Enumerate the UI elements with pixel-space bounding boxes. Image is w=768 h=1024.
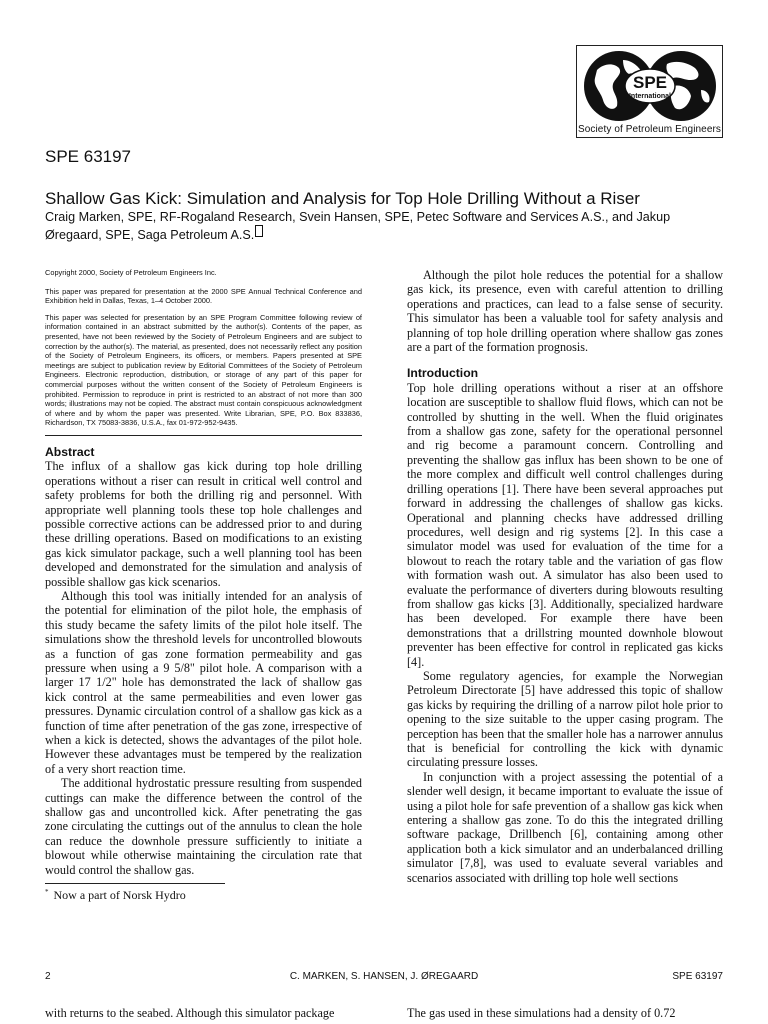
intro-paragraph: Some regulatory agencies, for example the Norwegian Petroleum Directorate [5] have addressed this topic of shallow gas kicks by requiring the drilling of a narrow pilot hole prior to opening to the size suitable to the upper casing program. The perception has been that the smaller hole has a narrower annulus that is beneficial for controlling the kick with dynamic circulating pressure losses. [407,668,723,770]
intro-paragraph: In conjunction with a project assessing the potential of a slender well design, it became important to evaluate the issue of using a pilot hole for safe prevention of a shallow gas kick when entering a shallow gas zone. To do this the integrated drilling software package, Drillbench [6], containing among other application both a kick simulator and an underbalanced drilling simulator [7,8], was used to evaluate several variables and scenarios associated with drilling top hole well sections [407,769,723,885]
globe-icon [583,50,717,122]
footnote-mark: * [45,888,49,896]
introduction-heading: Introduction [407,366,479,381]
footnote-divider [45,883,225,884]
right-column [407,268,723,885]
review-notice: This paper was selected for presentation by an SPE Program Committee following review of information contained in an abstract submitted by the author(s). Contents of the paper, as presented, have not been reviewed by the Society of Petroleum Engineers and are subject to correction by the author(s). The material, as presented, does not necessarily reflect any position of the Society of Petroleum Engineers, its officers, or members. Papers presented at SPE meetings are subject to publication review by Editorial Committees of the Society of Petroleum Engineers. Electronic reproduction, distribution, or storage of any part of this paper for commercial purposes without the written consent of the Society of Petroleum Engineers is prohibited. Permission to reproduce in print is restricted to an abstract of not more than 300 words; illustrations may not be copied. The abstract must contain conspicuous acknowledgment of where and by whom the paper was presented. Write Librarian, SPE, P.O. Box 833836, Richardson, TX 75083-3836, U.S.A., fax 01-972-952-9435. [45,312,362,428]
abstract-section [45,445,362,877]
copyright-notice [45,268,362,428]
abstract-paragraph: The influx of a shallow gas kick during top hole drilling operations without a riser can result in critical well control and safety problems for both the drilling rig and personnel. With appropriate well planning tools these top hole challenges and possible corrective actions can be addressed prior to and during these drilling operations. Based on modifications to an existing gas kick simulator package, such a well planning tool has been developed and demonstrated for the simulation and analysis of possible shallow gas kick scenarios. [45,459,362,589]
next-page-left-line: with returns to the seabed. Although this simulator package [45,1006,335,1020]
left-column [45,268,362,877]
intro-paragraph: Top hole drilling operations without a riser at an offshore location are susceptible to shallow fluid flows, which can not be controlled by shutting in the well. When the fluid originates from a shallow gas zone, safety for the operational personnel and rig become a paramount concern. Controlling and preventing the shallow gas influx has been shown to be one of the more complex and difficult well control challenges during drilling operations [1]. There have been several approaches put forward in addressing the challenges of shallow gas kicks. Operational and planning checks have addressed drilling procedures, well design and rig systems [2]. In this case a simulator model was used for evaluation of the time for a blowout to reach the rotary table and the variation of gas flow with formation wash out. A simulator has also been used to evaluate the performance of diverters during blowouts resulting from shallow gas kicks [3]. Additionally, specialized hardware has been developed. For example there have been demonstrations that a drillstring mounted downhole blowout preventer has been effective for control in replicated gas kicks [4]. [407,380,723,669]
footnote-text: Now a part of Norsk Hydro [53,888,186,902]
page-footer [45,971,723,985]
footnote [45,888,186,903]
logo-badge: SPE [632,73,668,92]
logo-caption: Society of Petroleum Engineers [577,124,722,135]
notice-divider [45,435,362,436]
presentation-line: This paper was prepared for presentation at the 2000 SPE Annual Technical Conference and Exhibition held in Dallas, Texas, 1–4 October 2000. [45,286,362,306]
paper-number: SPE 63197 [45,147,132,166]
lead-paragraph: Although the pilot hole reduces the potential for a shallow gas kick, its presence, even with careful attention to drilling operations and practices, can lead to a false sense of security. This simulator has been a valuable tool for safety analysis and planning of top hole drilling operation where shallow gas zones are a part of the formation prognosis. [407,268,723,355]
author-line [45,209,725,243]
page-number: 2 [45,971,51,982]
footnote-marker [255,225,263,237]
running-head: C. MARKEN, S. HANSEN, J. ØREGAARD [289,971,479,982]
abstract-paragraph: The additional hydrostatic pressure resulting from suspended cuttings can make the difference between the control of the shallow gas and uncontrolled kick. After penetrating the gas zone circulating the cuttings out of the annulus to clean the hole can reduce the downhole pressure sufficiently to initiate a blowout while otherwise maintaining the circulation rate that would control the shallow gas. [45,776,362,877]
paper-title: Shallow Gas Kick: Simulation and Analysis for Top Hole Drilling Without a Riser [45,189,640,208]
logo-badge-sub: International [628,93,672,100]
copyright-line: Copyright 2000, Society of Petroleum Engineers Inc. [45,268,217,277]
footer-paper-id: SPE 63197 [672,971,723,982]
next-page-right-line: The gas used in these simulations had a density of 0.72 [407,1006,676,1020]
abstract-paragraph: Although this tool was initially intended for an analysis of the potential for elimination of the pilot hole, the emphasis of this study became the safety limits of the pilot hole itself. The simulations show the threshold levels for uncontrolled blowouts as a function of gas zone formation permeability and gas pressure when using a 9 5/8" pilot hole. A comparison with a larger 17 1/2" hole has demonstrated the lack of shallow gas kick control at the same permeabilities and even lower gas pressures. Dynamic circulation control of a shallow gas kick as a function of time after penetration of the gas zone, irrespective of when a kick is detected, shows the advantages of the pilot hole. However these advantages must be tempered by the realization of a very short reaction time. [45,588,362,776]
spe-logo [576,45,723,138]
abstract-heading: Abstract [45,444,95,459]
authors-text: Craig Marken, SPE, RF-Rogaland Research, Svein Hansen, SPE, Petec Software and Services A.S., and Jakup Øregaard, SPE, Saga Petroleum A.S. [45,210,671,242]
